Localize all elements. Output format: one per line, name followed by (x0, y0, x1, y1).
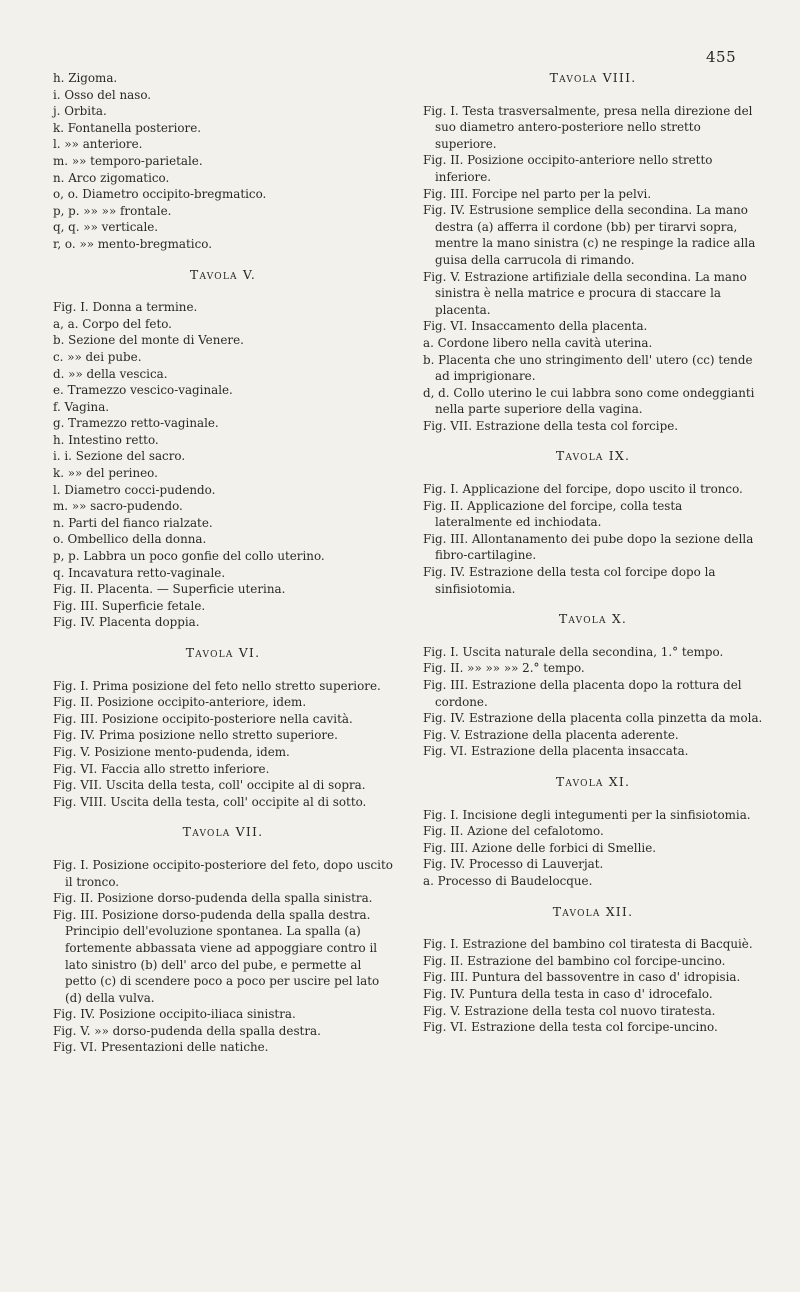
legend-line: Fig. II. Placenta. — Superficie uterina. (53, 582, 286, 597)
legend-line: q, q. »» verticale. (53, 220, 159, 235)
legend-line: Fig. V. Estrazione della testa col nuovo tiratesta. (423, 1003, 716, 1018)
legend-line: Fig. V. Posizione mento-pudenda, idem. (53, 744, 290, 759)
legend-line: p, p. Labbra un poco gonfie del collo uterino. (53, 549, 325, 564)
legend-list (53, 857, 393, 1056)
legend-line: Fig. IV. Estrazione della placenta colla pinzetta da mola. (423, 711, 763, 726)
legend-line: a. Cordone libero nella cavità uterina. (423, 335, 653, 350)
legend-line: a. Processo di Baudelocque. (423, 873, 593, 888)
legend-line: Fig. III. Superficie fetale. (53, 598, 206, 613)
legend-line: Fig. V. Estrazione artifiziale della secondina. La mano sinistra è nella matrice e procura di staccare la placenta. (423, 269, 747, 317)
legend-list (53, 70, 393, 253)
legend-line: l. »» anteriore. (53, 137, 143, 152)
legend-line: b. Placenta che uno stringimento dell' utero (cc) tende ad imprigionare. (423, 352, 753, 384)
legend-line: Fig. IV. Puntura della testa in caso d' idrocefalo. (423, 986, 713, 1001)
legend-line: Fig. V. Estrazione della placenta aderente. (423, 727, 679, 742)
legend-line: Fig. I. Applicazione del forcipe, dopo uscito il tronco. (423, 482, 743, 497)
legend-line: Fig. VI. Estrazione della testa col forcipe-uncino. (423, 1020, 718, 1035)
legend-line: Fig. III. Forcipe nel parto per la pelvi. (423, 186, 652, 201)
legend-line: d. »» della vescica. (53, 366, 168, 381)
legend-line: Fig. VII. Uscita della testa, coll' occipite al di sopra. (53, 778, 366, 793)
legend-line: Fig. II. »» »» »» 2.° tempo. (423, 661, 585, 676)
section-heading: Tavola VI. (185, 645, 261, 660)
legend-line: m. »» sacro-pudendo. (53, 499, 183, 514)
legend-line: Fig. VI. Faccia allo stretto inferiore. (53, 761, 270, 776)
legend-list (423, 103, 763, 435)
legend-line: o, o. Diametro occipito-bregmatico. (53, 187, 267, 202)
legend-line: q. Incavatura retto-vaginale. (53, 565, 226, 580)
legend-line: f. Vagina. (53, 399, 110, 414)
section-heading: Tavola VII. (182, 824, 264, 840)
legend-line: Fig. IV. Prima posizione nello stretto superiore. (53, 728, 338, 743)
legend-list (423, 936, 763, 1036)
legend-line: Fig. IV. Processo di Lauverjat. (423, 857, 604, 872)
legend-line: Fig. III. Posizione dorso-pudenda della spalla destra. Principio dell'evoluzione spontanea. La spalla (a) fortemente abbassata viene ad appoggiare contro il lato sinistro (b) dell' arco del pube, e permette al petto (c) di scendere poco a poco per uscire pel lato (d) della vulva. (53, 907, 380, 1005)
legend-line: d, d. Collo uterino le cui labbra sono come ondeggianti nella parte superiore della vagina. (423, 385, 755, 417)
legend-line: h. Intestino retto. (53, 432, 159, 447)
legend-list (423, 481, 763, 597)
legend-line: Fig. I. Testa trasversalmente, presa nella direzione del suo diametro antero-posteriore nello stretto superiore. (423, 103, 753, 151)
legend-line: k. »» del perineo. (53, 466, 158, 481)
legend-line: Fig. VI. Presentazioni delle natiche. (53, 1040, 269, 1055)
legend-line: Fig. II. Applicazione del forcipe, colla testa lateralmente ed inchiodata. (423, 498, 683, 530)
legend-line: Fig. II. Azione del cefalotomo. (423, 824, 604, 839)
legend-line: Fig. I. Posizione occipito-posteriore del feto, dopo uscito il tronco. (53, 857, 393, 889)
legend-list (53, 299, 393, 631)
legend-line: a, a. Corpo del feto. (53, 316, 172, 331)
section-heading: Tavola XII. (552, 903, 634, 919)
legend-line: Fig. I. Prima posizione del feto nello stretto superiore. (53, 678, 381, 693)
legend-line: Fig. IV. Placenta doppia. (53, 615, 200, 630)
legend-line: Fig. II. Posizione dorso-pudenda della spalla sinistra. (53, 891, 373, 906)
legend-line: Fig. VI. Estrazione della placenta insaccata. (423, 744, 689, 759)
legend-line: b. Sezione del monte di Venere. (53, 333, 244, 348)
legend-list (53, 678, 393, 811)
legend-line: p, p. »» »» frontale. (53, 203, 172, 218)
left-column (53, 70, 393, 1056)
legend-line: Fig. I. Uscita naturale della secondina, 1.° tempo. (423, 644, 724, 659)
legend-line: Fig. I. Incisione degli integumenti per la sinfisiotomia. (423, 807, 751, 822)
legend-line: Fig. IV. Estrazione della testa col forcipe dopo la sinfisiotomia. (423, 565, 716, 596)
legend-line: j. Orbita. (53, 104, 107, 119)
legend-line: Fig. VII. Estrazione della testa col forcipe. (423, 418, 679, 433)
legend-line: n. Parti del fianco rialzate. (53, 515, 213, 530)
legend-line: Fig. III. Azione delle forbici di Smellie. (423, 840, 657, 855)
legend-line: Fig. VI. Insaccamento della placenta. (423, 319, 648, 334)
legend-line: Fig. II. Posizione occipito-anteriore nello stretto inferiore. (423, 153, 713, 184)
legend-line: Fig. III. Posizione occipito-posteriore nella cavità. (53, 711, 353, 726)
legend-line: Fig. I. Estrazione del bambino col tiratesta di Bacquiè. (423, 937, 753, 952)
legend-line: Fig. III. Allontanamento dei pube dopo la sezione della fibro-cartilagine. (423, 531, 754, 563)
legend-line: e. Tramezzo vescico-vaginale. (53, 383, 233, 398)
legend-line: i. i. Sezione del sacro. (53, 449, 186, 464)
legend-line: Fig. III. Puntura del bassoventre in caso d' idropisia. (423, 970, 741, 985)
section-heading: Tavola VIII. (549, 70, 637, 85)
section-heading: Tavola V. (189, 266, 257, 282)
legend-line: Fig. II. Posizione occipito-anteriore, idem. (53, 695, 307, 710)
legend-line: n. Arco zigomatico. (53, 170, 170, 185)
section-heading: Tavola X. (558, 611, 628, 627)
page-number: 455 (706, 48, 737, 66)
legend-line: Fig. IV. Estrusione semplice della secondina. La mano destra (a) afferra il cordone (bb) per tirarvi sopra, mentre la mano sinistra (c) ne respinge la radice alla guisa della carrucola di rimando. (423, 203, 756, 267)
legend-line: g. Tramezzo retto-vaginale. (53, 416, 219, 431)
legend-line: o. Ombellico della donna. (53, 532, 207, 547)
legend-list (423, 807, 763, 890)
legend-line: k. Fontanella posteriore. (53, 120, 202, 135)
legend-line: Fig. IV. Posizione occipito-iliaca sinistra. (53, 1007, 296, 1022)
legend-line: Fig. II. Estrazione del bambino col forcipe-uncino. (423, 953, 726, 968)
legend-line: r, o. »» mento-bregmatico. (53, 236, 212, 251)
legend-line: c. »» dei pube. (53, 349, 142, 364)
legend-line: i. Osso del naso. (53, 87, 152, 102)
right-column (423, 70, 763, 1036)
legend-line: Fig. VIII. Uscita della testa, coll' occipite al di sotto. (53, 794, 367, 809)
legend-line: m. »» temporo-parietale. (53, 153, 203, 168)
legend-line: Fig. III. Estrazione della placenta dopo la rottura del cordone. (423, 678, 742, 709)
legend-line: l. Diametro cocci-pudendo. (53, 482, 216, 497)
legend-line: h. Zigoma. (53, 71, 118, 85)
legend-list (423, 644, 763, 760)
legend-line: Fig. V. »» dorso-pudenda della spalla destra. (53, 1023, 321, 1038)
section-heading: Tavola XI. (555, 773, 631, 789)
legend-line: Fig. I. Donna a termine. (53, 300, 198, 315)
section-heading: Tavola IX. (555, 448, 631, 464)
